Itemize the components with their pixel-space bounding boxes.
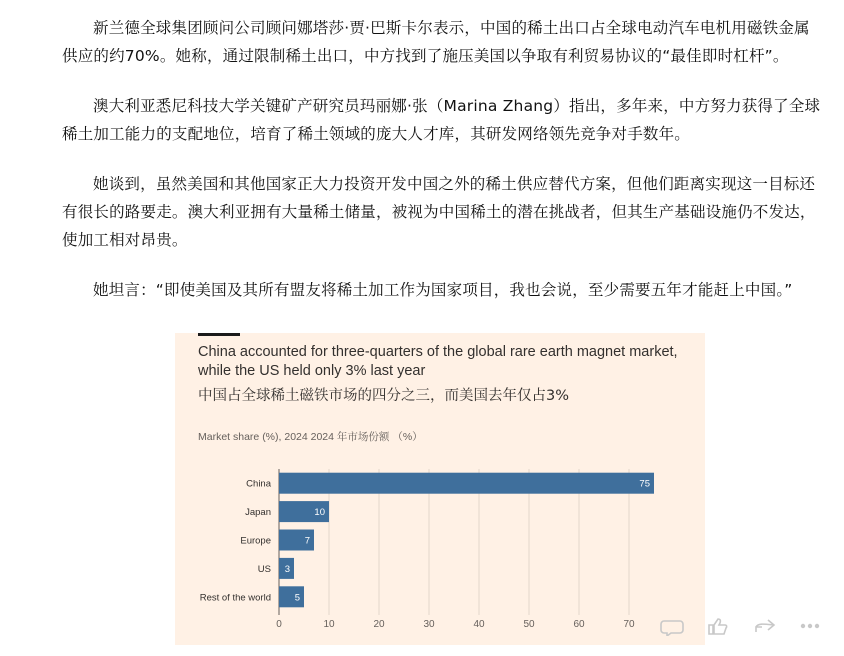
- article-body: [62, 14, 822, 326]
- comment-icon[interactable]: [650, 616, 694, 636]
- like-icon[interactable]: [696, 616, 740, 636]
- chart-title: China accounted for three-quarters of the global rare earth magnet market, while the US held only 3% last year: [198, 344, 678, 379]
- bottom-toolbar: [650, 614, 836, 638]
- x-tick-label: 60: [573, 619, 585, 630]
- bar: [279, 586, 304, 607]
- article-paragraph-3: 她谈到，虽然美国和其他国家正大力投资开发中国之外的稀土供应替代方案，但他们距离实现这一目标还有很长的路要走。澳大利亚拥有大量稀土储量，被视为中国稀土的潜在挑战者，但其生产基础设施仍不发达，使加工相对昂贵。: [62, 175, 816, 249]
- x-tick-label: 50: [523, 619, 535, 630]
- data-label: 10: [314, 507, 325, 519]
- data-label: 75: [639, 478, 650, 490]
- x-tick-label: 0: [276, 619, 282, 630]
- chart-title-zh: 中国占全球稀土磁铁市场的四分之三，而美国去年仅占3%: [198, 388, 570, 404]
- category-label: China: [246, 478, 271, 490]
- article-paragraph-4: 她坦言：“即使美国及其所有盟友将稀土加工作为国家项目，我也会说，至少需要五年才能赶上中国。”: [93, 281, 793, 299]
- category-label: Europe: [240, 535, 271, 547]
- x-tick-label: 70: [623, 619, 635, 630]
- bar: [279, 473, 654, 494]
- category-label: Japan: [245, 507, 271, 519]
- data-label: 5: [294, 592, 300, 604]
- category-label: US: [257, 563, 271, 575]
- x-tick-label: 20: [373, 619, 385, 630]
- share-icon[interactable]: [742, 616, 786, 636]
- bar-chart: [175, 333, 705, 645]
- chart-subtitle: Market share (%), 2024 2024 年市场份额 （%）: [198, 431, 423, 443]
- data-label: 7: [304, 535, 310, 547]
- article-paragraph-1: 新兰德全球集团顾问公司顾问娜塔莎·贾·巴斯卡尔表示，中国的稀土出口占全球电动汽车电机用磁铁金属供应的约70%。她称，通过限制稀土出口，中方找到了施压美国以争取有利贸易协议的“最佳即时杠杆”。: [62, 19, 810, 65]
- x-tick-label: 30: [423, 619, 435, 630]
- x-tick-label: 40: [473, 619, 485, 630]
- chart-figure: [175, 333, 705, 645]
- data-label: 3: [284, 563, 290, 575]
- x-tick-label: 10: [323, 619, 335, 630]
- article-paragraph-2: 澳大利亚悉尼科技大学关键矿产研究员玛丽娜·张（Marina Zhang）指出，多年来，中方努力获得了全球稀土加工能力的支配地位，培育了稀土领域的庞大人才库，其研发网络领先竞争对手数年。: [62, 97, 821, 143]
- category-label: Rest of the world: [199, 592, 271, 604]
- more-icon[interactable]: [788, 616, 832, 636]
